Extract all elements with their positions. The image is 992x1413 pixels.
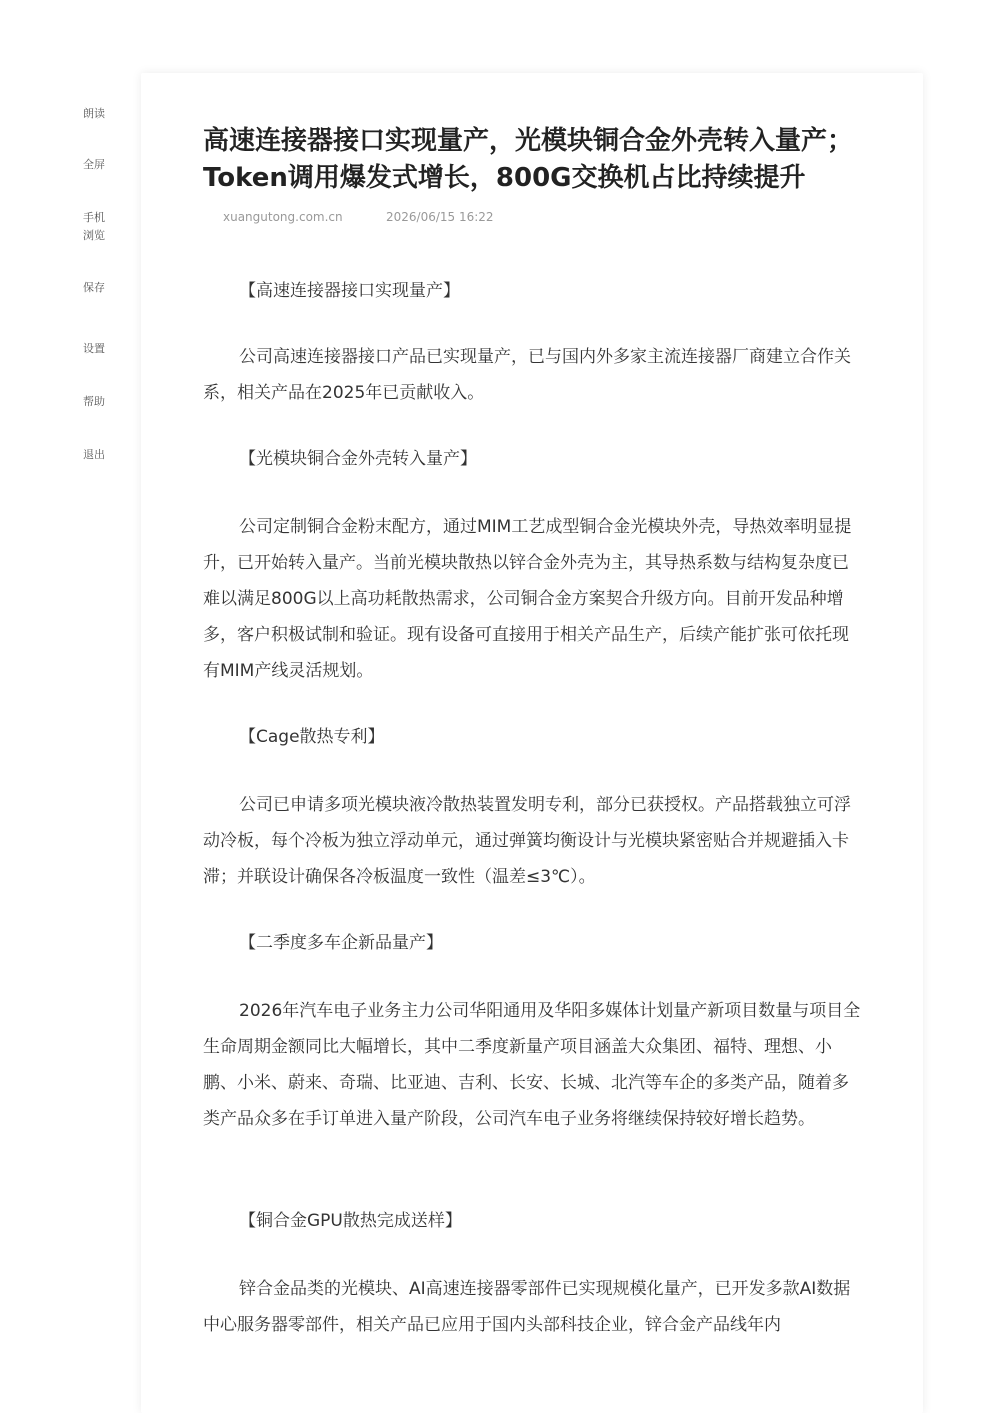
paragraph: 公司高速连接器接口产品已实现量产，已与国内外多家主流连接器厂商建立合作关系，相关产品在2025年已贡献收入。 (203, 347, 851, 403)
fullscreen-button[interactable]: 全屏 (83, 158, 105, 171)
section-heading: 【铜合金GPU散热完成送样】 (239, 1211, 462, 1231)
save-button[interactable]: 保存 (83, 281, 105, 294)
article-card (141, 73, 923, 1413)
paragraph: 锌合金品类的光模块、AI高速连接器零部件已实现规模化量产，已开发多款AI数据中心服务器零部件，相关产品已应用于国内头部科技企业，锌合金产品线年内 (203, 1279, 851, 1335)
paragraph: 公司已申请多项光模块液冷散热装置发明专利，部分已获授权。产品搭载独立可浮动冷板，每个冷板为独立浮动单元，通过弹簧均衡设计与光模块紧密贴合并规避插入卡滞；并联设计确保各冷板温度一致性（温差≤3℃）。 (203, 795, 851, 887)
read-aloud-button[interactable]: 朗读 (83, 107, 105, 120)
section-heading: 【高速连接器接口实现量产】 (239, 281, 460, 301)
article-date: 2026/06/15 16:22 (386, 210, 494, 224)
help-button[interactable]: 帮助 (83, 395, 105, 408)
article-source: xuangutong.com.cn (223, 210, 343, 224)
mobile-view-button[interactable]: 手机 浏览 (83, 211, 105, 242)
section-heading: 【二季度多车企新品量产】 (239, 933, 443, 953)
paragraph: 2026年汽车电子业务主力公司华阳通用及华阳多媒体计划量产新项目数量与项目全生命周期金额同比大幅增长，其中二季度新量产项目涵盖大众集团、福特、理想、小鹏、小米、蔚来、奇瑞、比亚迪、吉利、长安、长城、北汽等车企的多类产品，随着多类产品众多在手订单进入量产阶段，公司汽车电子业务将继续保持较好增长趋势。 (203, 1001, 861, 1129)
article-title: 高速连接器接口实现量产，光模块铜合金外壳转入量产；Token调用爆发式增长，800G交换机占比持续提升 (203, 126, 854, 193)
paragraph: 公司定制铜合金粉末配方，通过MIM工艺成型铜合金光模块外壳，导热效率明显提升，已开始转入量产。当前光模块散热以锌合金外壳为主，其导热系数与结构复杂度已难以满足800G以上高功耗散热需求，公司铜合金方案契合升级方向。目前开发品种增多，客户积极试制和验证。现有设备可直接用于相关产品生产，后续产能扩张可依托现有MIM产线灵活规划。 (203, 517, 852, 681)
settings-button[interactable]: 设置 (83, 342, 105, 355)
section-heading: 【Cage散热专利】 (239, 727, 385, 747)
exit-button[interactable]: 退出 (83, 448, 105, 461)
section-heading: 【光模块铜合金外壳转入量产】 (239, 449, 477, 469)
